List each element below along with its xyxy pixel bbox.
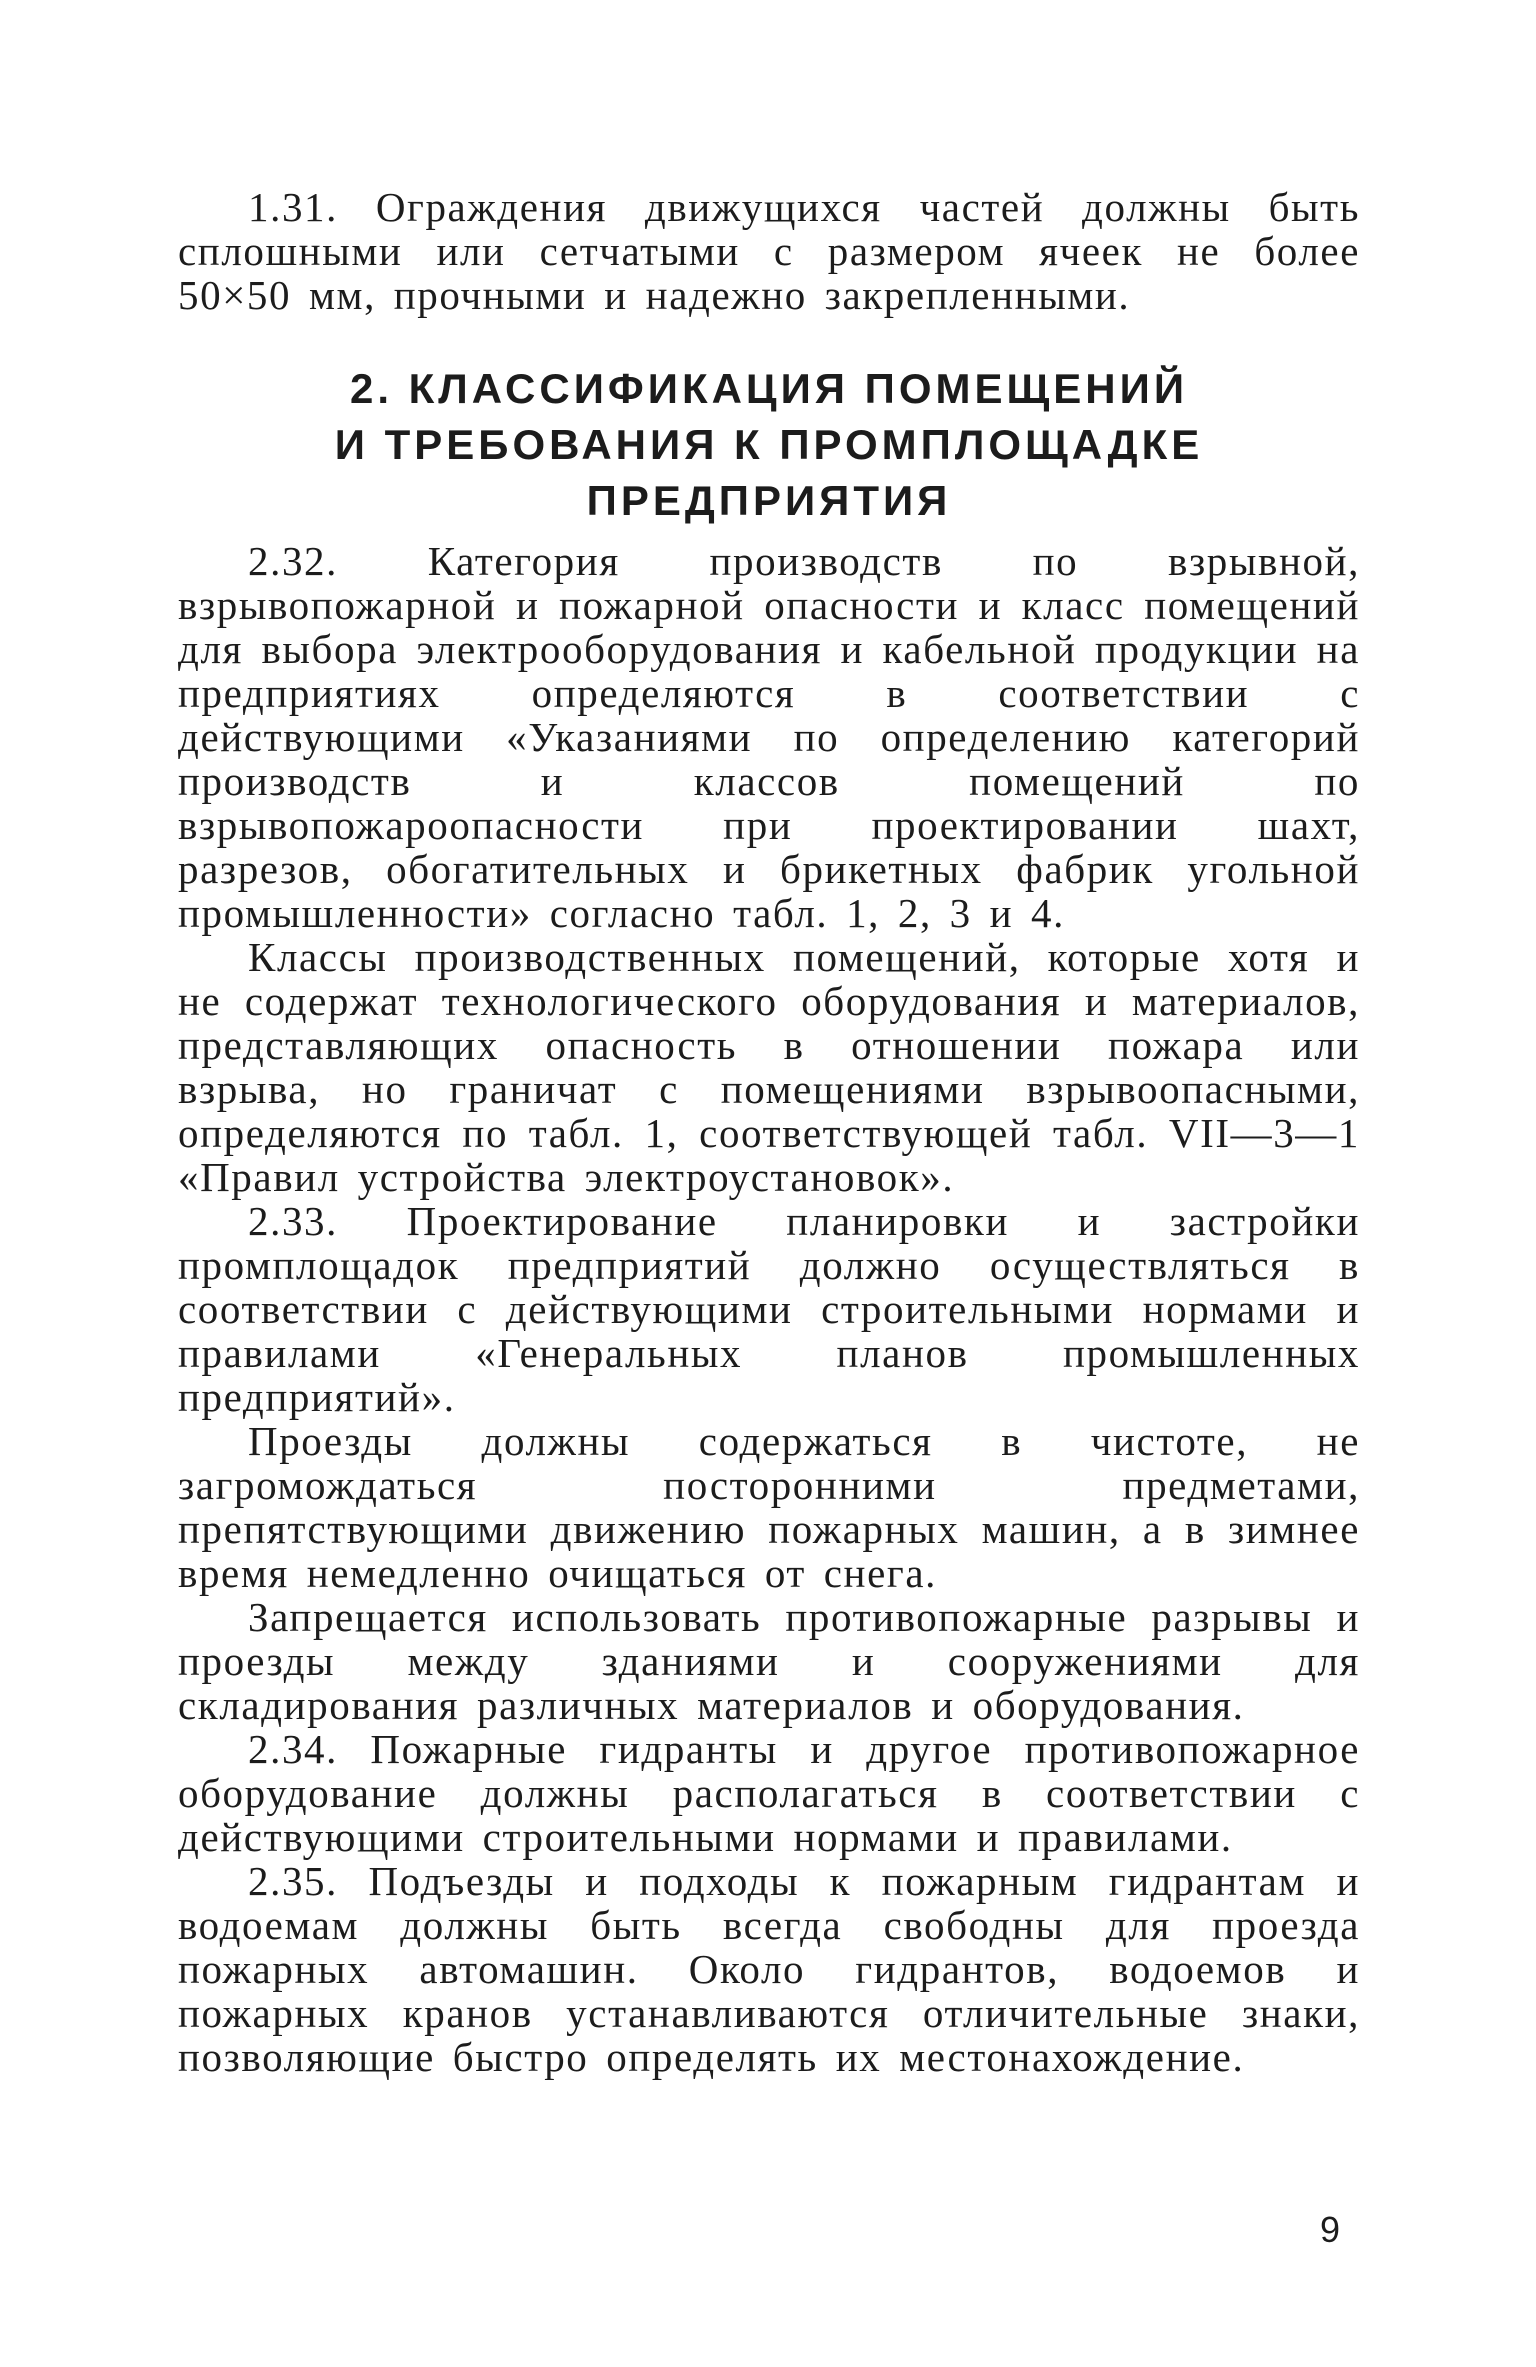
section-title bbox=[178, 361, 1360, 529]
paragraph-2-33: 2.33. Проектирование планировки и застройки промплощадок предприятий должно осуществляться в соответствии с действующими строительными нормами и правилами «Генеральных планов промышленных предприятий». bbox=[178, 1198, 1360, 1420]
section-title-line: ПРЕДПРИЯТИЯ bbox=[586, 477, 952, 524]
page-number: 9 bbox=[1320, 2209, 1341, 2250]
paragraph-room-classes: Классы производственных помещений, которые хотя и не содержат технологического оборудования и материалов, представляющих опасность в отношении пожара или взрыва, но граничат с помещениями взрывоопасными, определяются по табл. 1, соответствующей табл. VII—3—1 «Правил устройства электроустановок». bbox=[178, 934, 1360, 1200]
document-page bbox=[178, 185, 1360, 2079]
paragraph-2-32: 2.32. Категория производств по взрывной, взрывопожарной и пожарной опасности и класс помещений для выбора электрооборудования и кабельной продукции на предприятиях определяются в соответствии с действующими «Указаниями по определению категорий производств и классов помещений по взрывопожароопасности при проектировании шахт, разрезов, обогатительных и брикетных фабрик угольной промышленности» согласно табл. 1, 2, 3 и 4. bbox=[178, 538, 1360, 936]
section-title-line: 2. КЛАССИФИКАЦИЯ ПОМЕЩЕНИЙ bbox=[349, 365, 1189, 412]
paragraph-2-34: 2.34. Пожарные гидранты и другое противопожарное оборудование должны располагаться в соответствии с действующими строительными нормами и правилами. bbox=[178, 1726, 1360, 1860]
paragraph-1-31: 1.31. Ограждения движущихся частей должны быть сплошными или сетчатыми с размером ячеек не более 50×50 мм, прочными и надежно закрепленными. bbox=[178, 184, 1360, 318]
paragraph-2-35: 2.35. Подъезды и подходы к пожарным гидрантам и водоемам должны быть всегда свободны для проезда пожарных автомашин. Около гидрантов, водоемов и пожарных кранов устанавливаются отличительные знаки, позволяющие быстро определять их местонахождение. bbox=[178, 1858, 1360, 2080]
paragraph-driveways: Проезды должны содержаться в чистоте, не загромождаться посторонними предметами, препятствующими движению пожарных машин, а в зимнее время немедленно очищаться от снега. bbox=[178, 1418, 1360, 1596]
paragraph-prohibition: Запрещается использовать противопожарные разрывы и проезды между зданиями и сооружениями для складирования различных материалов и оборудования. bbox=[178, 1594, 1360, 1728]
section-title-line: И ТРЕБОВАНИЯ К ПРОМПЛОЩАДКЕ bbox=[334, 421, 1204, 468]
